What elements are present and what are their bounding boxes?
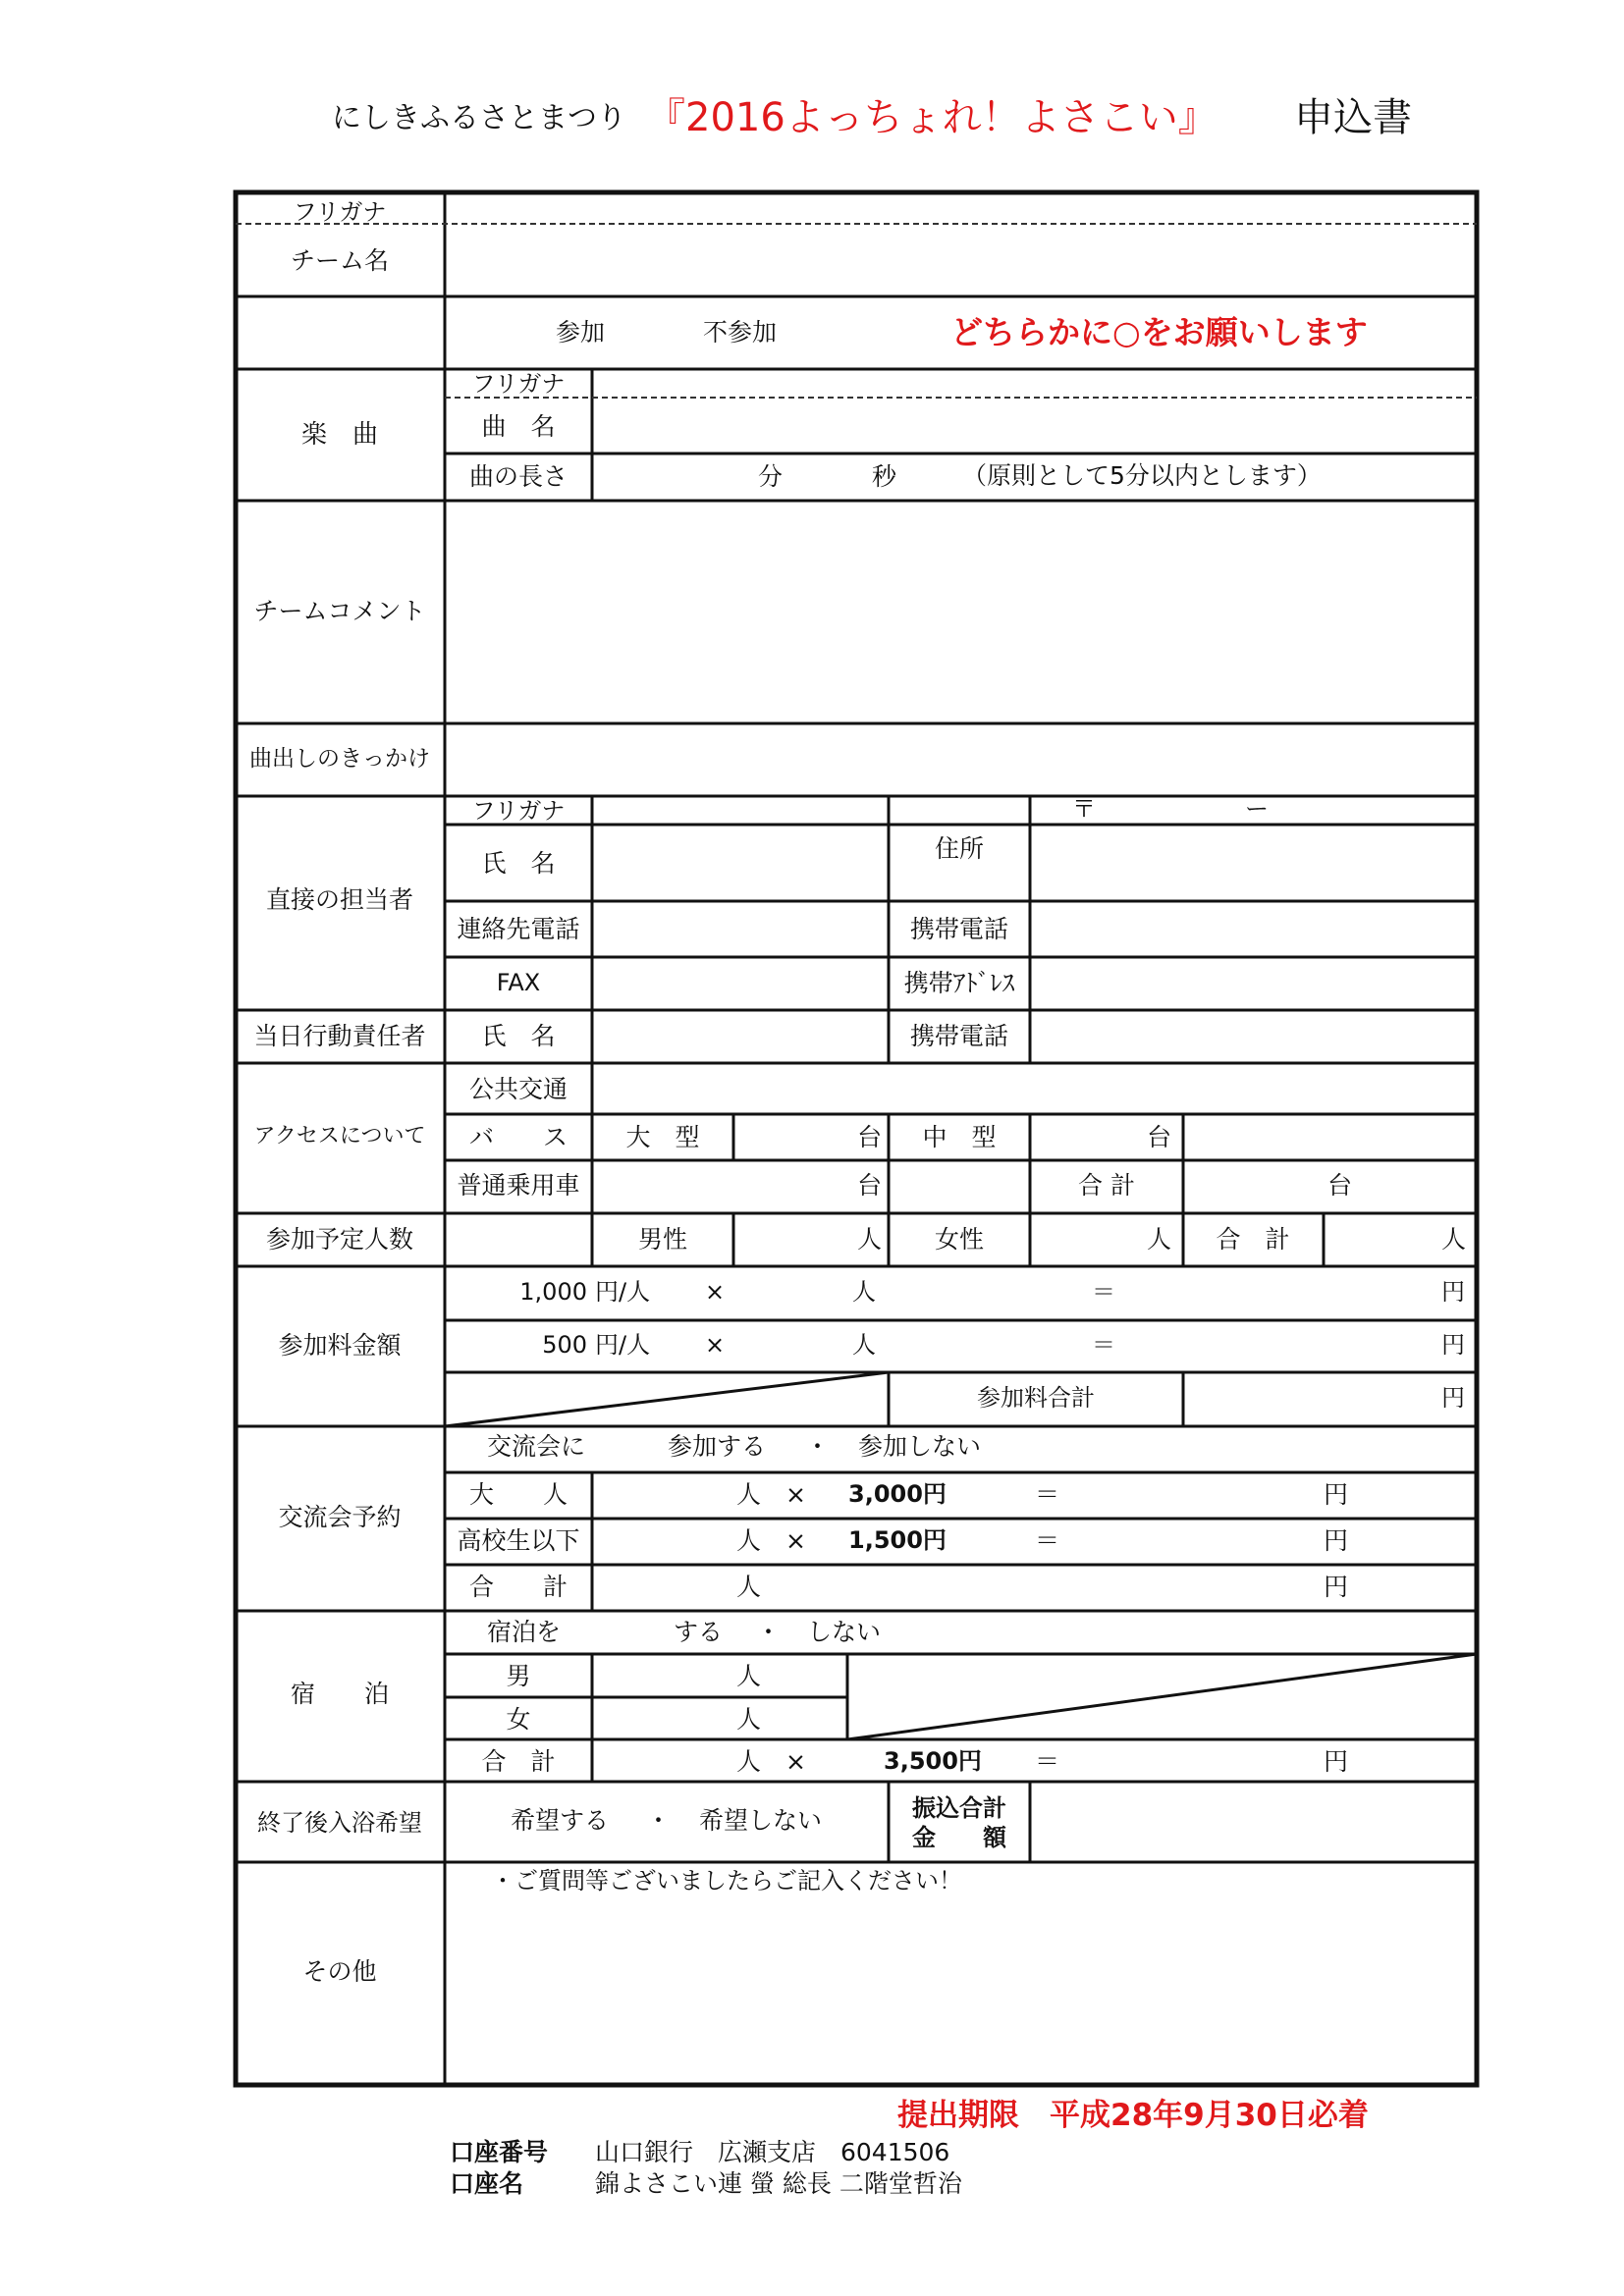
stay-times: × [785, 1747, 806, 1776]
people-total-label: 合 計 [1216, 1225, 1290, 1254]
bus-large-unit: 台 [857, 1123, 883, 1151]
male-label: 男性 [637, 1225, 688, 1254]
form-title-suffix: 申込書 [1294, 95, 1412, 140]
bus-medium-label: 中 型 [922, 1123, 997, 1151]
contact-address-label: 住所 [934, 834, 985, 863]
stay-intro: 宿泊を [487, 1618, 562, 1646]
party-dot: ・ [805, 1432, 831, 1461]
bus-label: バ ス [468, 1123, 568, 1151]
transfer-total-label-line2: 金 額 [912, 1824, 1006, 1851]
fee-row-2-per: 円/人 [595, 1331, 651, 1359]
party-student-label: 高校生以下 [457, 1526, 580, 1555]
party-student-times: × [785, 1526, 806, 1555]
access-label: アクセスについて [253, 1124, 426, 1148]
party-total-yen: 円 [1324, 1573, 1349, 1601]
stay-equals: ＝ [1035, 1747, 1060, 1776]
stay-yen: 円 [1324, 1747, 1349, 1776]
vehicle-total-unit: 台 [1327, 1171, 1353, 1200]
party-total-label: 合 計 [468, 1573, 568, 1601]
party-yes-option[interactable]: 参加する [668, 1432, 767, 1461]
stay-no-option[interactable]: しない [807, 1618, 882, 1646]
stay-label: 宿 泊 [290, 1680, 390, 1708]
stay-male-label: 男 [506, 1662, 531, 1690]
transfer-total-input[interactable] [1033, 1785, 1473, 1859]
fee-row-2-yen: 円 [1441, 1331, 1465, 1359]
fee-row-1-person: 人 [852, 1278, 876, 1306]
music-minutes-unit: 分 [758, 462, 784, 491]
form-title-prefix: にしきふるさとまつり [332, 101, 626, 135]
fee-row-2-price: 500 [542, 1331, 587, 1359]
account-number-label: 口座番号 [450, 2138, 549, 2166]
account-holder: 錦よさこい連 螢 総長 二階堂哲治 [595, 2169, 962, 2198]
stay-male-person: 人 [736, 1662, 762, 1690]
day-leader-label: 当日行動責任者 [253, 1022, 426, 1050]
other-label: その他 [302, 1957, 377, 1986]
stay-female-person: 人 [736, 1705, 762, 1734]
contact-name-input[interactable] [595, 828, 886, 898]
music-label: 楽 曲 [300, 420, 379, 450]
party-adult-person: 人 [736, 1480, 762, 1509]
party-no-option[interactable]: 参加しない [858, 1432, 982, 1461]
party-adult-price: 3,000円 [848, 1480, 947, 1508]
music-title-input[interactable] [595, 400, 1473, 452]
party-student-price: 1,500円 [848, 1526, 947, 1554]
postal-dash: ー [1245, 795, 1269, 823]
postal-mark: 〒 [1072, 795, 1096, 823]
fee-row-1-times: × [705, 1278, 726, 1306]
participation-note: どちらかに○をお願いします [950, 313, 1368, 351]
people-total-unit: 人 [1441, 1225, 1467, 1254]
form-title-event: 『2016よっちょれ！よさこい』 [646, 95, 1218, 140]
team-comment-label: チームコメント [253, 597, 426, 625]
female-unit: 人 [1147, 1225, 1172, 1254]
account-bank: 山口銀行 広瀬支店 6041506 [595, 2138, 950, 2166]
fee-row-2-times: × [705, 1331, 726, 1359]
team-name-input[interactable] [448, 226, 1473, 294]
party-adult-label: 大 人 [468, 1480, 568, 1509]
contact-person-label: 直接の担当者 [265, 885, 414, 914]
participant-count-label: 参加予定人数 [265, 1225, 414, 1254]
fee-total-label: 参加料合計 [977, 1384, 1095, 1412]
stay-total-label: 合 計 [481, 1747, 556, 1776]
team-comment-input[interactable] [448, 505, 1473, 721]
participation-attend-option[interactable]: 参加 [556, 318, 606, 347]
music-trigger-input[interactable] [448, 726, 1473, 793]
public-transport-label: 公共交通 [468, 1075, 568, 1103]
submission-deadline: 提出期限 平成28年9月30日必着 [897, 2098, 1369, 2133]
party-adult-times: × [785, 1480, 806, 1509]
contact-mobile-address-label: 携帯ｱﾄﾞﾚｽ [903, 969, 1015, 997]
contact-mobile-label: 携帯電話 [909, 915, 1009, 943]
bath-label: 終了後入浴希望 [257, 1809, 422, 1837]
contact-furigana-label: フリガナ [471, 797, 566, 825]
transfer-total-label-line1: 振込合計 [912, 1794, 1006, 1822]
party-label: 交流会予約 [278, 1503, 402, 1531]
fee-empty-slash [445, 1372, 889, 1426]
account-name-label: 口座名 [450, 2169, 524, 2198]
car-label: 普通乗用車 [457, 1171, 580, 1200]
contact-fax-label: FAX [496, 969, 541, 996]
stay-total-person: 人 [736, 1747, 762, 1776]
music-length-label: 曲の長さ [468, 462, 568, 491]
contact-address-input[interactable] [1033, 828, 1473, 898]
party-adult-equals: ＝ [1035, 1480, 1060, 1509]
stay-price: 3,500円 [884, 1747, 982, 1775]
bath-yes-option[interactable]: 希望する [511, 1806, 610, 1835]
fee-row-2-person: 人 [852, 1331, 876, 1359]
music-seconds-unit: 秒 [872, 462, 897, 491]
contact-name-label: 氏 名 [481, 849, 556, 878]
vehicle-total-label: 合 計 [1078, 1171, 1135, 1200]
music-furigana-label: フリガナ [471, 370, 566, 398]
leader-mobile-label: 携帯電話 [909, 1022, 1009, 1050]
stay-dot: ・ [756, 1618, 782, 1646]
party-adult-yen: 円 [1324, 1480, 1349, 1509]
bath-dot: ・ [646, 1806, 672, 1835]
stay-female-label: 女 [506, 1705, 531, 1734]
fee-row-1-equals: ＝ [1092, 1278, 1115, 1306]
bath-no-option[interactable]: 希望しない [699, 1806, 823, 1835]
stay-yes-option[interactable]: する [674, 1618, 724, 1646]
leader-name-label: 氏 名 [481, 1022, 556, 1050]
other-note: ・ご質問等ございましたらご記入ください！ [491, 1867, 962, 1895]
contact-phone-label: 連絡先電話 [457, 915, 580, 943]
party-student-equals: ＝ [1035, 1526, 1060, 1555]
bus-large-label: 大 型 [625, 1123, 700, 1151]
fee-row-1-yen: 円 [1441, 1278, 1465, 1306]
music-title-label: 曲 名 [481, 412, 556, 441]
other-input[interactable] [448, 1900, 1473, 2081]
bus-medium-unit: 台 [1147, 1123, 1172, 1151]
participation-absent-option[interactable]: 不参加 [703, 318, 778, 347]
party-intro: 交流会に [487, 1432, 586, 1461]
car-unit: 台 [857, 1171, 883, 1200]
fee-row-2-equals: ＝ [1092, 1331, 1115, 1359]
fee-label: 参加料金額 [278, 1331, 402, 1360]
party-total-person: 人 [736, 1573, 762, 1601]
female-label: 女性 [934, 1225, 985, 1254]
fee-total-yen: 円 [1441, 1384, 1465, 1412]
team-furigana-label: フリガナ [293, 198, 387, 226]
team-name-label: チーム名 [290, 246, 390, 275]
music-trigger-label: 曲出しのきっかけ [249, 746, 430, 772]
stay-empty-slash [847, 1654, 1477, 1739]
party-student-yen: 円 [1324, 1526, 1349, 1555]
fee-row-1-per: 円/人 [595, 1278, 651, 1306]
male-unit: 人 [857, 1225, 883, 1254]
music-length-note: （原則として5分以内とします） [962, 461, 1322, 490]
party-student-person: 人 [736, 1526, 762, 1555]
fee-row-1-price: 1,000 [519, 1278, 587, 1306]
